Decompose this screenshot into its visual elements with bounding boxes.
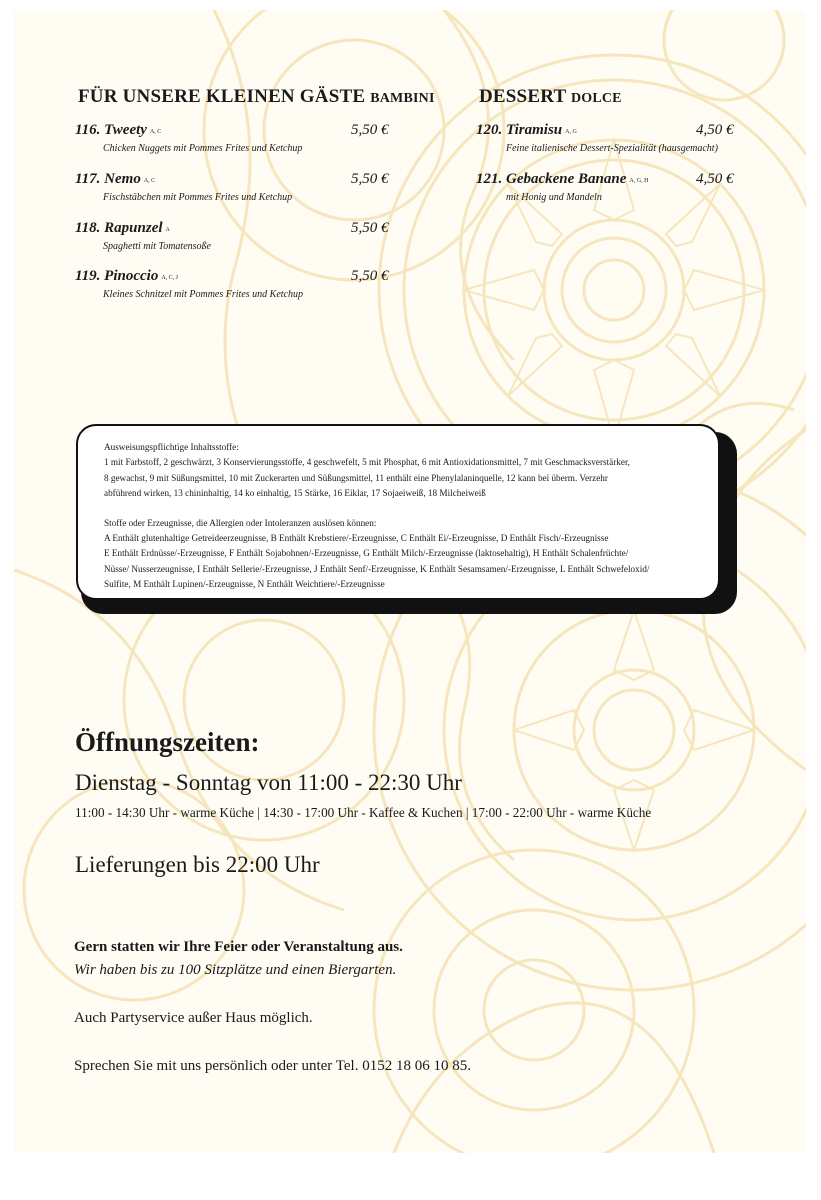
item-description: Feine italienische Dessert-Spezialität (hausgemacht) bbox=[506, 143, 718, 154]
item-price: 5,50 € bbox=[351, 171, 389, 187]
menu-item-121 bbox=[476, 171, 648, 203]
item-name: 118. Rapunzel bbox=[75, 220, 163, 236]
menu-page bbox=[14, 10, 806, 1153]
additives-line: 1 mit Farbstoff, 2 geschwärzt, 3 Konservierungsstoffe, 4 geschwefelt, 5 mit Phosphat, 6 mit Antioxidationsmittel, 7 mit Geschmacksverstärker, bbox=[104, 457, 630, 468]
item-description: mit Honig und Mandeln bbox=[506, 192, 602, 203]
menu-item-116 bbox=[75, 122, 302, 154]
bambini-section-title bbox=[78, 86, 435, 108]
item-description: Fischstäbchen mit Pommes Frites und Ketchup bbox=[103, 192, 293, 203]
item-price: 5,50 € bbox=[351, 268, 389, 284]
item-name: 120. Tiramisu bbox=[476, 122, 563, 138]
menu-item-117 bbox=[75, 171, 292, 203]
item-allergens: A bbox=[165, 227, 170, 233]
event-capacity: Wir haben bis zu 100 Sitzplätze und einen Biergarten. bbox=[74, 962, 397, 978]
allergen-info-box bbox=[76, 424, 720, 600]
dessert-subtitle: DOLCE bbox=[570, 91, 622, 106]
allergens-title: Stoffe oder Erzeugnisse, die Allergien oder Intoleranzen auslösen können: bbox=[104, 517, 377, 528]
allergens-line: Sulfite, M Enthält Lupinen/-Erzeugnisse, N Enthält Weichtiere/-Erzeugnisse bbox=[104, 579, 385, 590]
item-allergens: A, G bbox=[565, 129, 577, 135]
item-name: 117. Nemo bbox=[75, 171, 141, 187]
bambini-title: FÜR UNSERE KLEINEN GÄSTE bbox=[78, 86, 366, 107]
item-price: 4,50 € bbox=[696, 122, 734, 138]
dessert-title: DESSERT bbox=[479, 86, 566, 107]
additives-title: Ausweisungspflichtige Inhaltsstoffe: bbox=[104, 442, 239, 452]
party-service: Auch Partyservice außer Haus möglich. bbox=[74, 1010, 313, 1026]
item-allergens: A, C, J bbox=[161, 275, 178, 281]
item-name: 116. Tweety bbox=[75, 122, 147, 138]
item-description: Kleines Schnitzel mit Pommes Frites und Ketchup bbox=[103, 289, 303, 300]
menu-item-118 bbox=[75, 220, 211, 252]
opening-hours-main: Dienstag - Sonntag von 11:00 - 22:30 Uhr bbox=[75, 770, 462, 795]
item-description: Chicken Nuggets mit Pommes Frites und Ketchup bbox=[103, 143, 303, 154]
event-headline: Gern statten wir Ihre Feier oder Veranstaltung aus. bbox=[74, 939, 403, 955]
additives-line: 8 gewachst, 9 mit Süßungsmittel, 10 mit Zuckerarten und Süßungsmittel, 11 enthält eine Phenylalaninquelle, 12 kann bei überm. Verzehr bbox=[104, 472, 608, 483]
menu-item-119 bbox=[75, 268, 303, 300]
menu-item-120 bbox=[476, 122, 718, 154]
allergens-line: A Enthält glutenhaltige Getreideerzeugnisse, B Enthält Krebstiere/-Erzeugnisse, C Enthält Ei/-Erzeugnisse, D Enthält Fisch/-Erzeugnisse bbox=[104, 533, 609, 544]
item-name: 119. Pinoccio bbox=[75, 268, 159, 284]
item-name: 121. Gebackene Banane bbox=[476, 171, 627, 187]
contact-phone: Sprechen Sie mit uns persönlich oder unter Tel. 0152 18 06 10 85. bbox=[74, 1058, 471, 1074]
allergens-line: E Enthält Erdnüsse/-Erzeugnisse, F Enthält Sojabohnen/-Erzeugnisse, G Enthält Milch/-Erzeugnisse (laktosehaltig), H Enthält Schalenfrüchte/ bbox=[104, 548, 629, 559]
opening-hours-title: Öffnungszeiten: bbox=[75, 727, 260, 757]
item-price: 5,50 € bbox=[351, 122, 389, 138]
item-description: Spaghetti mit Tomatensoße bbox=[103, 241, 211, 252]
item-price: 4,50 € bbox=[696, 171, 734, 187]
item-allergens: A, C bbox=[143, 178, 156, 184]
item-allergens: A, C bbox=[149, 129, 162, 135]
item-allergens: A, G, H bbox=[629, 178, 649, 184]
additives-line: abführend wirken, 13 chininhaltig, 14 ko einhaltig, 15 Stärke, 16 Eiklar, 17 Sojaeiweiß, 18 Milcheiweiß bbox=[104, 488, 486, 499]
item-price: 5,50 € bbox=[351, 220, 389, 236]
bambini-subtitle: BAMBINI bbox=[370, 91, 435, 106]
allergens-line: Nüsse/ Nusserzeugnisse, I Enthält Sellerie/-Erzeugnisse, J Enthält Senf/-Erzeugnisse, K Enthält Sesamsamen/-Erzeugnisse, L Enthält Schwefeloxid/ bbox=[104, 563, 650, 574]
delivery-hours: Lieferungen bis 22:00 Uhr bbox=[75, 852, 320, 877]
opening-hours-detail: 11:00 - 14:30 Uhr - warme Küche | 14:30 - 17:00 Uhr - Kaffee & Kuchen | 17:00 - 22:00 Uhr - warme Küche bbox=[75, 805, 652, 820]
dessert-section-title bbox=[479, 86, 622, 108]
